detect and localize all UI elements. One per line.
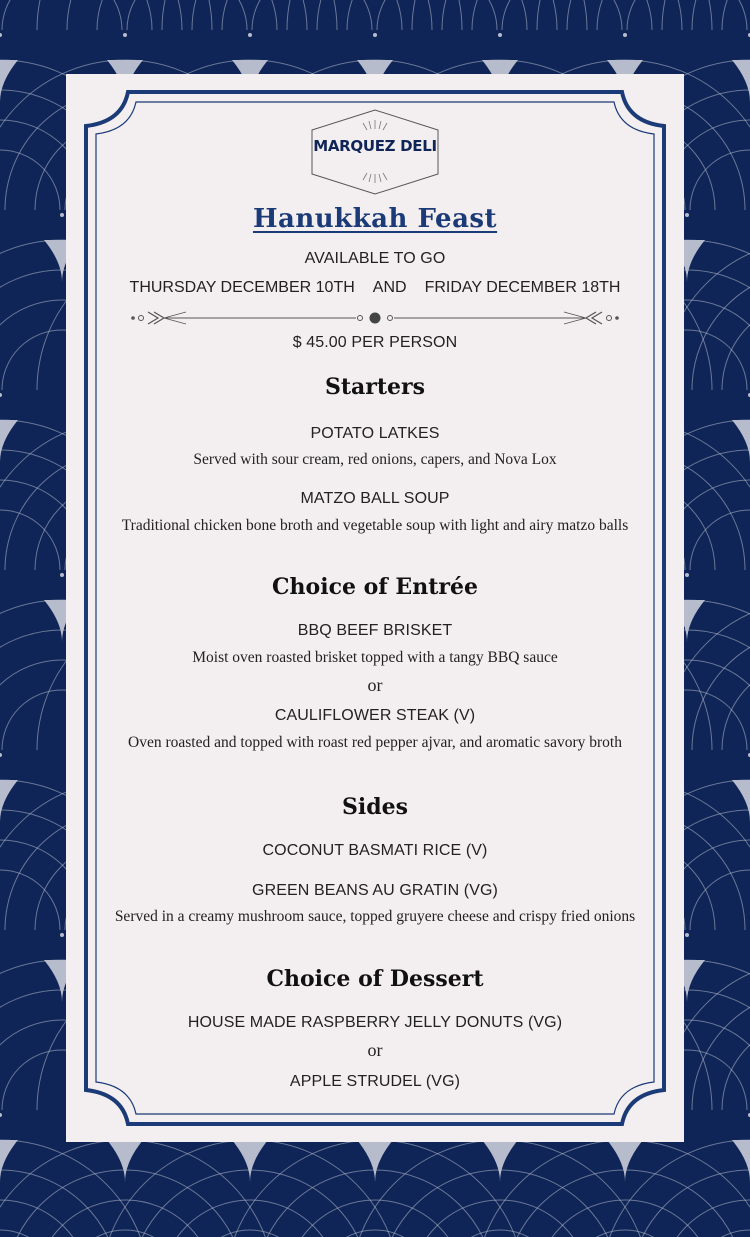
background-fan-tip (0, 1140, 18, 1182)
menu-item-green-beans-au-gratin: GREEN BEANS AU GRATIN (VG) (252, 882, 498, 899)
menu-item-raspberry-jelly-donuts: HOUSE MADE RASPBERRY JELLY DONUTS (VG) (187, 1014, 563, 1031)
background-fan-arc (627, 0, 747, 30)
section-heading-dessert: Choice of Dessert (266, 966, 484, 992)
background-fan-arc (690, 1230, 750, 1237)
background-fan-arc (97, 0, 277, 30)
background-fan-arc (0, 1140, 275, 1237)
background-fan-tip (732, 420, 750, 462)
background-fan-arc (2, 0, 122, 30)
background-dot (685, 573, 689, 577)
background-fan-arc (410, 1200, 590, 1237)
background-fan-arc (472, 0, 652, 30)
date-joiner: AND (372, 279, 407, 296)
background-dot (123, 33, 127, 37)
background-fan-arc (37, 0, 337, 30)
background-fan-arc (537, 0, 750, 30)
background-fan-arc (662, 0, 750, 30)
background-fan-arc (0, 0, 212, 30)
menu-title: Hanukkah Feast (252, 204, 498, 234)
background-fan-arc (347, 0, 527, 30)
section-heading-starters: Starters (324, 374, 426, 400)
background-fan-arc (412, 0, 712, 30)
entree-or-separator: or (367, 675, 383, 695)
menu-item-coconut-basmati-rice: COCONUT BASMATI RICE (V) (262, 842, 488, 859)
background-fan-tip (0, 780, 18, 822)
background-fan-tip (732, 1140, 750, 1182)
background-fan-tip (607, 1140, 643, 1182)
menu-item-matzo-ball-soup-description: Traditional chicken bone broth and vegetable soup with light and airy matzo balls (121, 517, 629, 534)
background-fan-arc (160, 1200, 340, 1237)
background-dot (0, 753, 2, 757)
background-fan-arc (222, 0, 402, 30)
background-dot (60, 573, 64, 577)
background-fan-arc (67, 0, 307, 30)
background-fan-arc (502, 0, 622, 30)
menu-item-potato-latkes: POTATO LATKES (310, 425, 440, 442)
background-dot (60, 213, 64, 217)
background-fan-tip (0, 420, 18, 462)
menu-item-potato-latkes-description: Served with sour cream, red onions, capers, and Nova Lox (193, 451, 557, 468)
background-fan-tip (482, 1140, 518, 1182)
background-dot (0, 393, 2, 397)
menu-item-matzo-ball-soup: MATZO BALL SOUP (300, 490, 450, 507)
background-dot (623, 33, 627, 37)
background-fan-tip (107, 1140, 143, 1182)
background-fan-arc (535, 1200, 715, 1237)
background-fan-tip (732, 60, 750, 102)
background-fan-arc (192, 0, 432, 30)
background-dot (248, 33, 252, 37)
menu-card (66, 74, 684, 1142)
background-dot (685, 213, 689, 217)
background-fan-arc (252, 0, 372, 30)
available-dates (66, 279, 684, 297)
background-dot (498, 33, 502, 37)
brand-name: MARQUEZ DELI (313, 137, 437, 155)
background-fan-arc (317, 0, 557, 30)
background-fan-arc (285, 1200, 465, 1237)
background-fan-arc (162, 0, 462, 30)
background-fan-arc (287, 0, 587, 30)
background-fan-arc (692, 270, 750, 390)
date-friday: FRIDAY DECEMBER 18TH (424, 279, 621, 296)
background-fan-arc (442, 0, 682, 30)
ornamental-divider-icon (130, 308, 620, 328)
background-fan-arc (0, 1230, 60, 1237)
background-fan-arc (377, 0, 497, 30)
background-fan-tip (732, 780, 750, 822)
background-fan-arc (0, 0, 182, 30)
menu-item-apple-strudel: APPLE STRUDEL (VG) (289, 1073, 461, 1090)
background-fan-arc (315, 1230, 435, 1237)
background-dot (685, 933, 689, 937)
background-fan-arc (692, 990, 750, 1110)
background-fan-arc (65, 1230, 185, 1237)
background-fan-arc (440, 1230, 560, 1237)
dessert-or-separator: or (367, 1040, 383, 1060)
background-fan-arc (692, 630, 750, 750)
menu-item-green-beans-au-gratin-description: Served in a creamy mushroom sauce, topped gruyere cheese and crispy fried onions (114, 908, 636, 925)
date-thursday: THURSDAY DECEMBER 10TH (129, 279, 355, 296)
background-fan-arc (190, 1230, 310, 1237)
background-fan-arc (35, 1200, 215, 1237)
availability-text: AVAILABLE TO GO (304, 250, 446, 267)
background-dot (60, 933, 64, 937)
background-dot (0, 33, 2, 37)
background-fan-arc (722, 0, 750, 30)
menu-item-bbq-beef-brisket: BBQ BEEF BRISKET (297, 622, 453, 639)
menu-item-bbq-beef-brisket-description: Moist oven roasted brisket topped with a tangy BBQ sauce (192, 649, 558, 666)
background-fan-arc (127, 0, 247, 30)
price-per-person: $ 45.00 PER PERSON (292, 334, 458, 351)
background-fan-tip (0, 60, 18, 102)
menu-item-cauliflower-steak: CAULIFLOWER STEAK (V) (274, 707, 476, 724)
background-dot (0, 1113, 2, 1117)
background-fan-arc (565, 1230, 685, 1237)
background-fan-tip (232, 1140, 268, 1182)
section-heading-entree: Choice of Entrée (272, 574, 478, 600)
background-fan-tip (357, 1140, 393, 1182)
menu-item-cauliflower-steak-description: Oven roasted and topped with roast red pepper ajvar, and aromatic savory broth (128, 734, 622, 751)
background-fan-arc (475, 1140, 750, 1237)
section-heading-sides: Sides (341, 794, 408, 820)
background-dot (373, 33, 377, 37)
